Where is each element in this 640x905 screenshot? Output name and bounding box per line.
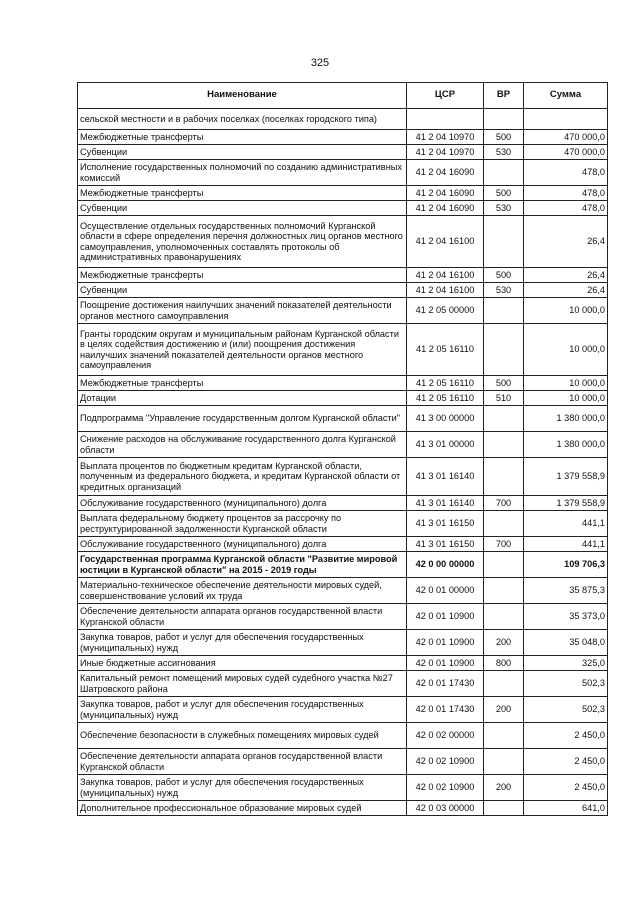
row-csr: 42 0 02 10900: [407, 749, 484, 775]
row-sum: 502,3: [524, 671, 608, 697]
row-sum: 10 000,0: [524, 298, 608, 324]
row-vr: [484, 216, 524, 268]
row-name: Межбюджетные трансферты: [78, 268, 407, 283]
table-row: [78, 578, 608, 604]
row-sum: 502,3: [524, 697, 608, 723]
row-vr: [484, 324, 524, 376]
header-vr: ВР: [484, 83, 524, 109]
table-row: [78, 697, 608, 723]
row-vr: [484, 458, 524, 496]
row-name: Обслуживание государственного (муниципального) долга: [78, 496, 407, 511]
row-name: Обеспечение деятельности аппарата органов государственной власти Курганской области: [78, 749, 407, 775]
row-csr: 42 0 02 10900: [407, 775, 484, 801]
row-vr: [484, 109, 524, 130]
row-sum: 2 450,0: [524, 749, 608, 775]
table-row: [78, 391, 608, 406]
table-row: [78, 109, 608, 130]
row-csr: 41 2 05 16110: [407, 324, 484, 376]
table-row: [78, 432, 608, 458]
row-csr: 41 3 00 00000: [407, 406, 484, 432]
row-vr: [484, 511, 524, 537]
table-row: [78, 749, 608, 775]
row-sum: 478,0: [524, 160, 608, 186]
page-number: 325: [310, 57, 330, 69]
row-sum: 26,4: [524, 216, 608, 268]
table-row: [78, 201, 608, 216]
row-sum: 441,1: [524, 511, 608, 537]
row-name: Дополнительное профессиональное образование мировых судей: [78, 801, 407, 816]
row-vr: 200: [484, 775, 524, 801]
row-sum: 35 373,0: [524, 604, 608, 630]
row-sum: 1 380 000,0: [524, 406, 608, 432]
row-sum: 325,0: [524, 656, 608, 671]
table-row: [78, 283, 608, 298]
row-vr: [484, 671, 524, 697]
row-name: Межбюджетные трансферты: [78, 130, 407, 145]
table-row: [78, 537, 608, 552]
row-csr: 41 2 04 16100: [407, 216, 484, 268]
row-vr: [484, 723, 524, 749]
row-vr: 500: [484, 130, 524, 145]
row-sum: 26,4: [524, 268, 608, 283]
table-row: [78, 671, 608, 697]
row-csr: 42 0 01 10900: [407, 604, 484, 630]
row-vr: 700: [484, 537, 524, 552]
row-vr: 800: [484, 656, 524, 671]
row-sum: 2 450,0: [524, 775, 608, 801]
table-row: [78, 268, 608, 283]
row-csr: 41 2 04 16100: [407, 283, 484, 298]
row-name: Осуществление отдельных государственных полномочий Курганской области в сфере определения перечня должностных лиц органов местного самоуправления, уполномоченных составлять протоколы об административных правонарушениях: [78, 216, 407, 268]
row-csr: 41 2 04 16090: [407, 201, 484, 216]
row-name: Субвенции: [78, 145, 407, 160]
row-vr: [484, 552, 524, 578]
header-sum: Сумма: [524, 83, 608, 109]
row-vr: [484, 432, 524, 458]
row-vr: [484, 604, 524, 630]
table-header-row: [78, 83, 608, 109]
row-name: Закупка товаров, работ и услуг для обеспечения государственных (муниципальных) нужд: [78, 697, 407, 723]
row-csr: 41 2 04 10970: [407, 145, 484, 160]
row-csr: 41 2 04 16090: [407, 186, 484, 201]
table-row: [78, 160, 608, 186]
row-name: Материально-техническое обеспечение деятельности мировых судей, совершенствование условий их труда: [78, 578, 407, 604]
row-vr: 510: [484, 391, 524, 406]
row-csr: 41 3 01 00000: [407, 432, 484, 458]
row-name: Государственная программа Курганской области "Развитие мировой юстиции в Курганской области" на 2015 - 2019 годы: [78, 552, 407, 578]
row-sum: 1 379 558,9: [524, 458, 608, 496]
row-sum: 470 000,0: [524, 130, 608, 145]
budget-table: [77, 82, 608, 816]
row-csr: 42 0 01 10900: [407, 630, 484, 656]
row-csr: 42 0 01 00000: [407, 578, 484, 604]
table-row: [78, 604, 608, 630]
row-sum: 10 000,0: [524, 376, 608, 391]
row-name: Снижение расходов на обслуживание государственного долга Курганской области: [78, 432, 407, 458]
row-name: Поощрение достижения наилучших значений показателей деятельности органов местного самоуправления: [78, 298, 407, 324]
row-csr: 41 2 04 10970: [407, 130, 484, 145]
row-vr: [484, 578, 524, 604]
row-sum: 470 000,0: [524, 145, 608, 160]
row-csr: 41 3 01 16150: [407, 511, 484, 537]
row-sum: 478,0: [524, 186, 608, 201]
row-name: Исполнение государственных полномочий по созданию административных комиссий: [78, 160, 407, 186]
row-vr: 500: [484, 186, 524, 201]
table-row: [78, 552, 608, 578]
table-row: [78, 376, 608, 391]
row-vr: 700: [484, 496, 524, 511]
row-name: Капитальный ремонт помещений мировых судей судебного участка №27 Шатровского района: [78, 671, 407, 697]
row-name: Субвенции: [78, 201, 407, 216]
row-csr: 41 2 05 00000: [407, 298, 484, 324]
row-csr: 41 2 04 16090: [407, 160, 484, 186]
row-name: Подпрограмма "Управление государственным долгом Курганской области": [78, 406, 407, 432]
row-sum: 641,0: [524, 801, 608, 816]
table-row: [78, 511, 608, 537]
row-sum: 478,0: [524, 201, 608, 216]
row-csr: 41 2 04 16100: [407, 268, 484, 283]
row-csr: 41 3 01 16140: [407, 458, 484, 496]
row-name: Закупка товаров, работ и услуг для обеспечения государственных (муниципальных) нужд: [78, 775, 407, 801]
table-row: [78, 496, 608, 511]
row-name: Выплата федеральному бюджету процентов за рассрочку по реструктурированной задолженности Курганской области: [78, 511, 407, 537]
row-sum: 2 450,0: [524, 723, 608, 749]
table-row: [78, 801, 608, 816]
row-name: Обслуживание государственного (муниципального) долга: [78, 537, 407, 552]
row-sum: 10 000,0: [524, 391, 608, 406]
row-name: Обеспечение безопасности в служебных помещениях мировых судей: [78, 723, 407, 749]
row-sum: 441,1: [524, 537, 608, 552]
row-csr: 42 0 02 00000: [407, 723, 484, 749]
row-csr: 42 0 01 17430: [407, 697, 484, 723]
table-row: [78, 186, 608, 201]
row-sum: [524, 109, 608, 130]
row-csr: 42 0 01 17430: [407, 671, 484, 697]
row-vr: 530: [484, 145, 524, 160]
row-vr: 200: [484, 630, 524, 656]
row-vr: [484, 749, 524, 775]
row-csr: 41 3 01 16140: [407, 496, 484, 511]
table-row: [78, 130, 608, 145]
header-name: Наименование: [78, 83, 407, 109]
table-row: [78, 216, 608, 268]
row-vr: [484, 160, 524, 186]
row-vr: 500: [484, 376, 524, 391]
table-body: [78, 109, 608, 816]
row-sum: 26,4: [524, 283, 608, 298]
row-name: сельской местности и в рабочих поселках (поселках городского типа): [78, 109, 407, 130]
row-csr: 42 0 00 00000: [407, 552, 484, 578]
table-row: [78, 775, 608, 801]
table-row: [78, 656, 608, 671]
row-vr: [484, 801, 524, 816]
row-sum: 35 048,0: [524, 630, 608, 656]
table-row: [78, 458, 608, 496]
table-row: [78, 630, 608, 656]
row-name: Обеспечение деятельности аппарата органов государственной власти Курганской области: [78, 604, 407, 630]
row-csr: 41 2 05 16110: [407, 391, 484, 406]
table-row: [78, 406, 608, 432]
row-name: Гранты городским округам и муниципальным районам Курганской области в целях содействия достижению и (или) поощрения достижения наилучших значений показателей деятельности органов местного самоуправления: [78, 324, 407, 376]
row-name: Закупка товаров, работ и услуг для обеспечения государственных (муниципальных) нужд: [78, 630, 407, 656]
row-sum: 1 379 558,9: [524, 496, 608, 511]
row-name: Межбюджетные трансферты: [78, 376, 407, 391]
table-row: [78, 723, 608, 749]
row-csr: 41 3 01 16150: [407, 537, 484, 552]
row-csr: 41 2 05 16110: [407, 376, 484, 391]
table-row: [78, 324, 608, 376]
row-name: Выплата процентов по бюджетным кредитам Курганской области, полученным из федерального бюджета, и кредитам Курганской области от кредитных организаций: [78, 458, 407, 496]
table-row: [78, 145, 608, 160]
row-vr: 530: [484, 201, 524, 216]
table-row: [78, 298, 608, 324]
row-name: Межбюджетные трансферты: [78, 186, 407, 201]
row-name: Дотации: [78, 391, 407, 406]
row-csr: 42 0 01 10900: [407, 656, 484, 671]
row-sum: 109 706,3: [524, 552, 608, 578]
row-sum: 10 000,0: [524, 324, 608, 376]
row-vr: 530: [484, 283, 524, 298]
row-vr: [484, 298, 524, 324]
row-csr: [407, 109, 484, 130]
row-vr: 200: [484, 697, 524, 723]
row-sum: 35 875,3: [524, 578, 608, 604]
row-name: Субвенции: [78, 283, 407, 298]
row-csr: 42 0 03 00000: [407, 801, 484, 816]
row-vr: 500: [484, 268, 524, 283]
row-name: Иные бюджетные ассигнования: [78, 656, 407, 671]
row-vr: [484, 406, 524, 432]
header-csr: ЦСР: [407, 83, 484, 109]
row-sum: 1 380 000,0: [524, 432, 608, 458]
